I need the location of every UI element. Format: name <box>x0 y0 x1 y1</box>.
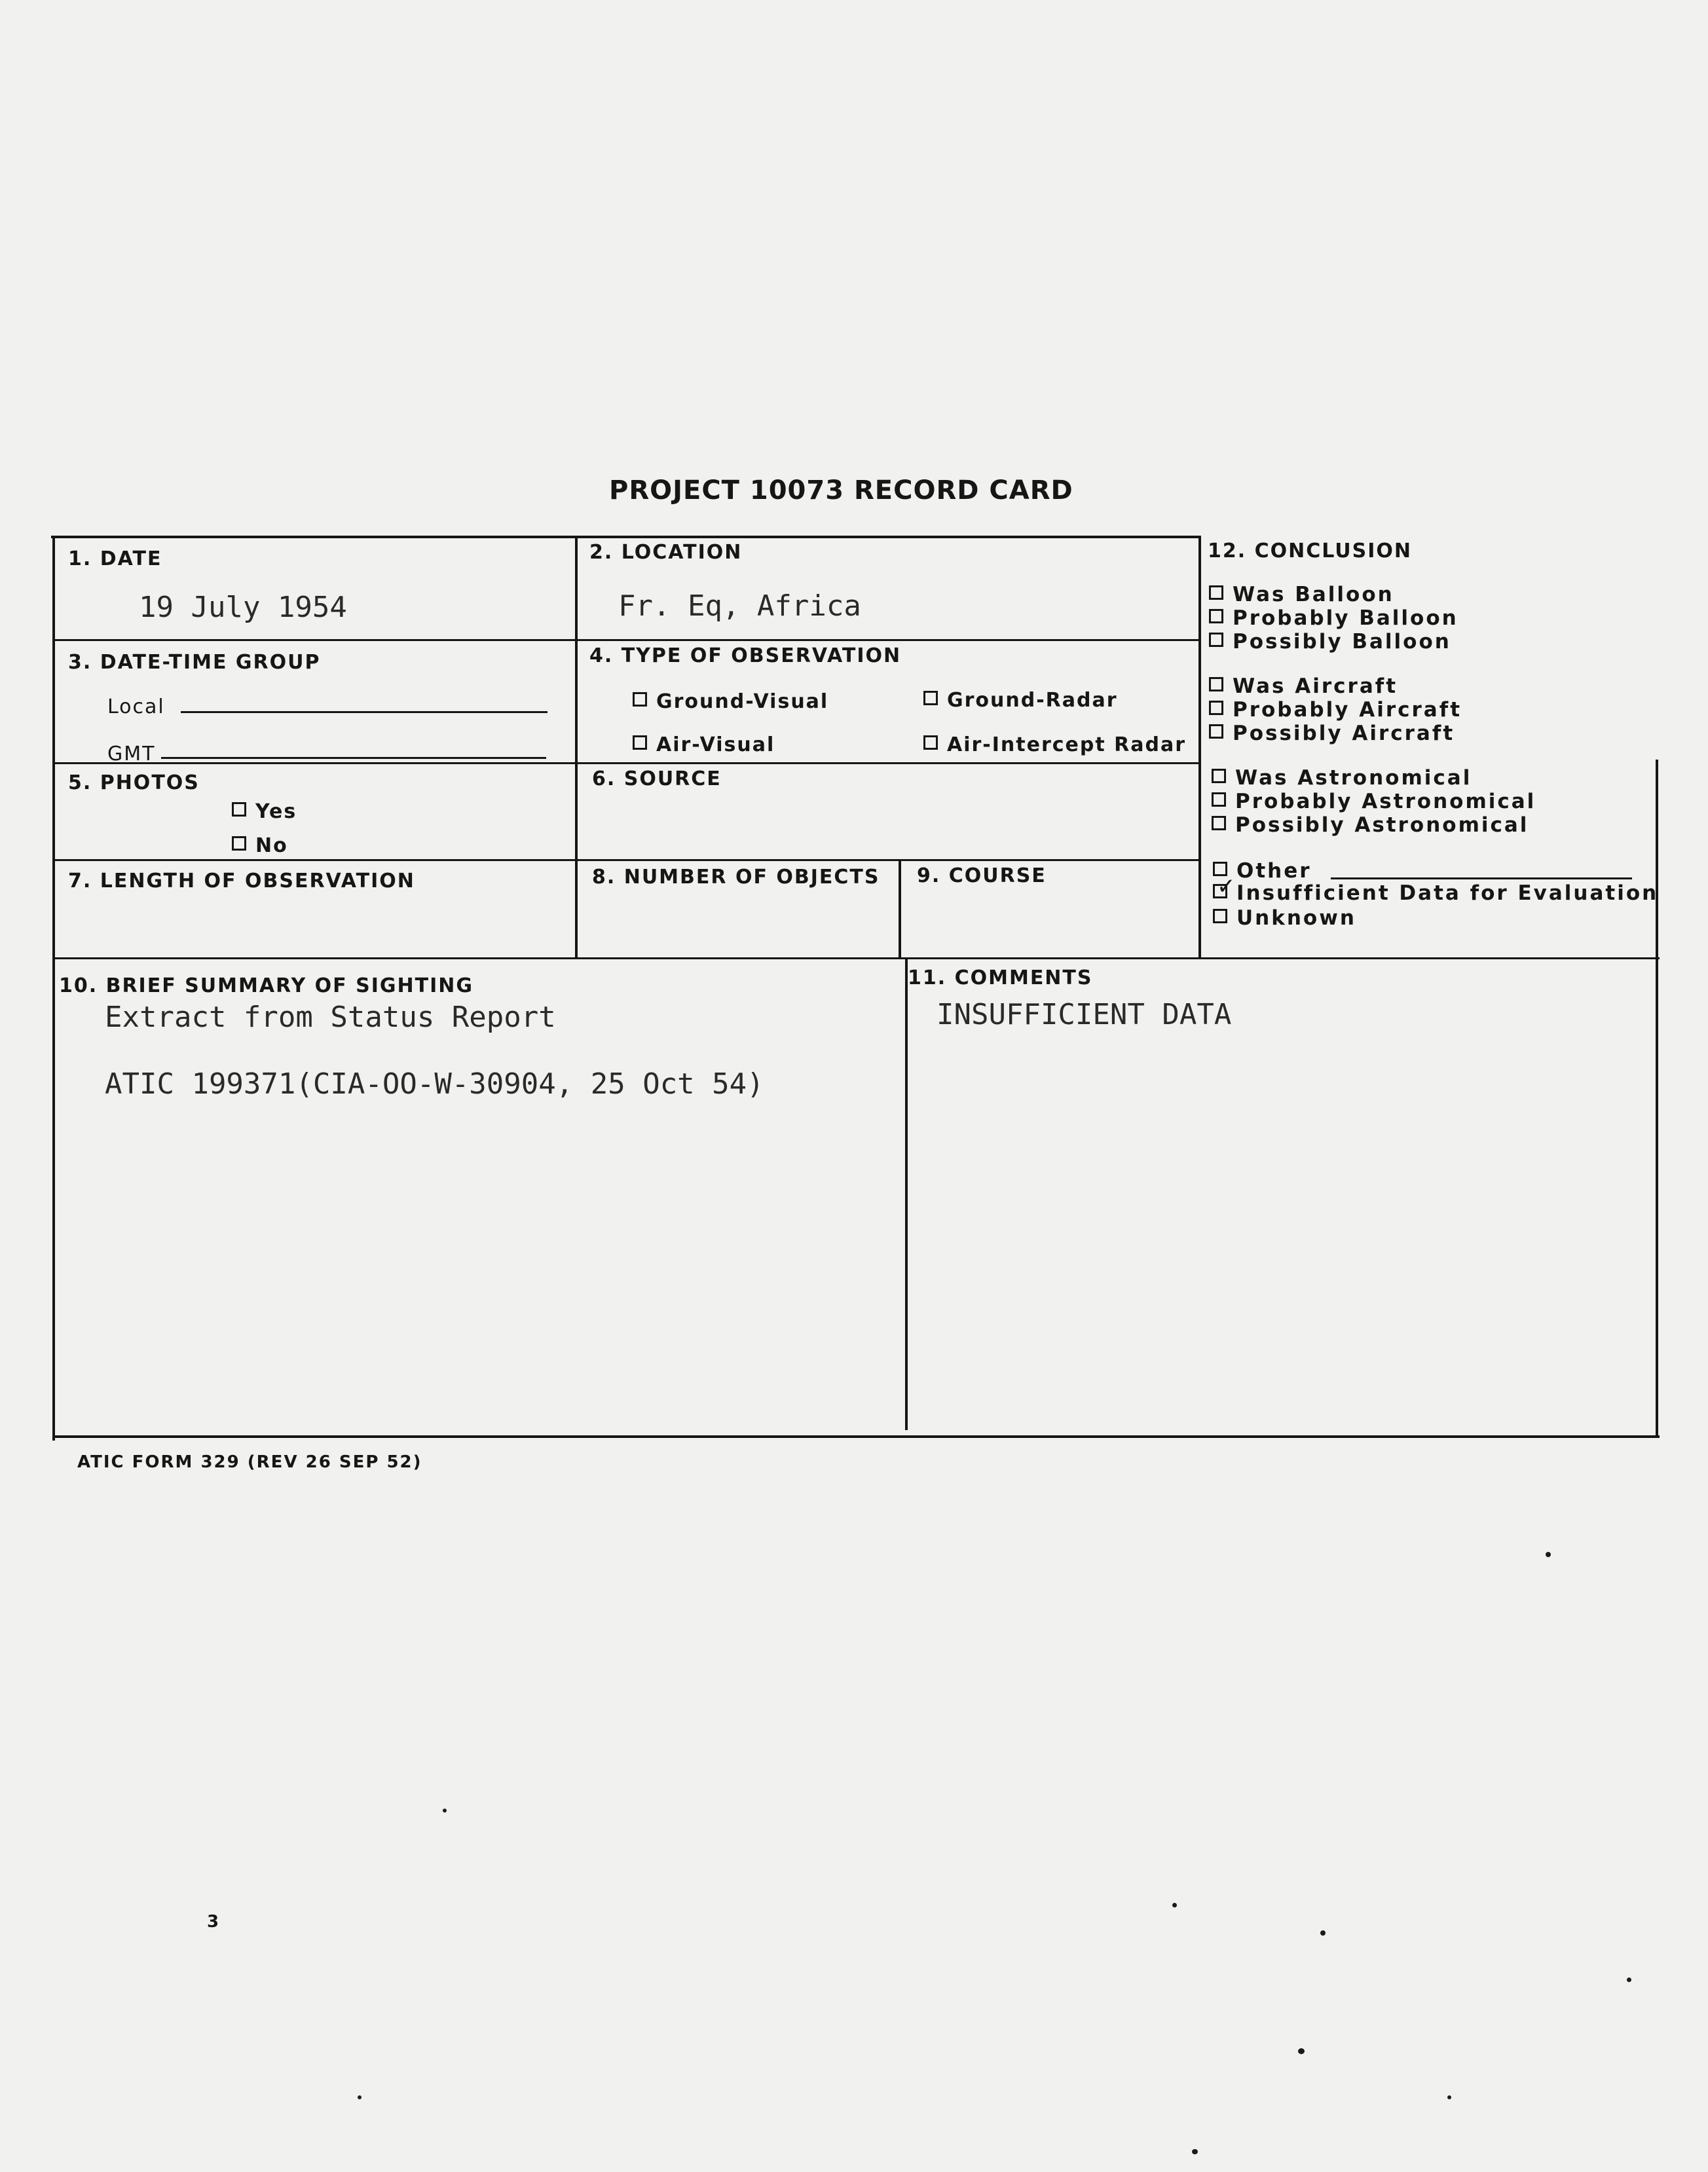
comments-label: 11. COMMENTS <box>908 966 1093 989</box>
local-label: Local <box>107 695 165 718</box>
option-label: Possibly Balloon <box>1233 630 1451 653</box>
option-label: Ground-Radar <box>947 689 1118 712</box>
conclusion-label: 12. CONCLUSION <box>1208 540 1413 562</box>
checkbox-icon <box>633 692 647 707</box>
conclusion-option-probably-aircraft[interactable] <box>1209 698 1462 722</box>
number-of-objects-label: 8. NUMBER OF OBJECTS <box>592 866 880 889</box>
brief-summary-label: 10. BRIEF SUMMARY OF SIGHTING <box>59 974 473 997</box>
card-border-top <box>51 536 1198 538</box>
check-mark-icon: ✓ <box>1217 874 1236 900</box>
option-label: Was Aircraft <box>1233 674 1398 698</box>
divider <box>905 957 908 1430</box>
checkbox-icon <box>923 691 938 705</box>
checkbox-icon <box>1209 633 1223 647</box>
conclusion-option-probably-balloon[interactable] <box>1209 606 1458 630</box>
option-label: Possibly Aircraft <box>1233 722 1455 745</box>
card-title: PROJECT 10073 RECORD CARD <box>609 475 1073 506</box>
observation-option-air-intercept-radar[interactable] <box>923 733 1186 756</box>
type-of-observation-label: 4. TYPE OF OBSERVATION <box>589 644 902 667</box>
conclusion-option-was-aircraft[interactable] <box>1209 674 1398 698</box>
conclusion-option-possibly-aircraft[interactable] <box>1209 722 1455 745</box>
conclusion-option-was-balloon[interactable] <box>1209 583 1394 606</box>
option-label: No <box>255 834 288 857</box>
divider <box>1198 536 1201 957</box>
form-number: ATIC FORM 329 (REV 26 SEP 52) <box>77 1452 422 1472</box>
brief-summary-line-2: ATIC 199371(CIA-OO-W-30904, 25 Oct 54) <box>105 1067 764 1101</box>
brief-summary-line-1: Extract from Status Report <box>105 1001 556 1034</box>
gmt-field-line <box>161 757 546 759</box>
checkbox-icon <box>1209 609 1223 623</box>
option-label: Yes <box>255 800 297 823</box>
conclusion-option-was-astronomical[interactable] <box>1212 766 1472 790</box>
checkbox-icon <box>1212 769 1226 783</box>
checkbox-icon <box>1212 792 1226 807</box>
page-number: 3 <box>207 1912 219 1932</box>
divider <box>575 538 578 957</box>
scan-speck <box>1320 1930 1326 1936</box>
gmt-label: GMT <box>107 743 156 765</box>
checkbox-icon <box>923 735 938 750</box>
conclusion-option-unknown[interactable] <box>1213 906 1356 930</box>
conclusion-option-insufficient-data[interactable] <box>1213 881 1658 905</box>
other-field-line <box>1331 877 1632 879</box>
observation-option-ground-visual[interactable] <box>633 690 828 713</box>
checkbox-icon <box>232 836 246 851</box>
date-value: 19 July 1954 <box>139 591 347 624</box>
photos-option-no[interactable] <box>232 834 288 857</box>
course-label: 9. COURSE <box>917 864 1047 887</box>
length-of-observation-label: 7. LENGTH OF OBSERVATION <box>68 870 415 893</box>
option-label: Probably Aircraft <box>1233 698 1462 722</box>
source-label: 6. SOURCE <box>592 767 722 790</box>
option-label: Probably Astronomical <box>1235 790 1536 813</box>
location-value: Fr. Eq, Africa <box>618 589 861 623</box>
checkbox-icon <box>1209 701 1223 715</box>
divider <box>55 639 1200 641</box>
scan-speck <box>1546 1552 1551 1557</box>
divider <box>55 762 1200 764</box>
date-time-group-label: 3. DATE-TIME GROUP <box>68 651 321 674</box>
comments-value: INSUFFICIENT DATA <box>937 998 1232 1031</box>
conclusion-option-possibly-balloon[interactable] <box>1209 630 1451 653</box>
checkbox-icon <box>232 802 246 817</box>
conclusion-option-possibly-astronomical[interactable] <box>1212 813 1529 837</box>
checkbox-icon <box>1209 585 1223 600</box>
photos-option-yes[interactable] <box>232 800 297 823</box>
option-label: Other <box>1236 859 1312 883</box>
local-field-line <box>181 711 548 713</box>
scan-speck <box>1192 2149 1198 2154</box>
option-label: Probably Balloon <box>1233 606 1458 630</box>
card-border-right <box>1656 760 1658 1438</box>
observation-option-ground-radar[interactable] <box>923 689 1118 712</box>
checkbox-icon <box>633 735 647 750</box>
conclusion-option-probably-astronomical[interactable] <box>1212 790 1536 813</box>
scan-speck <box>1298 2048 1305 2054</box>
date-label: 1. DATE <box>68 547 162 570</box>
card-border-bottom <box>55 1435 1660 1438</box>
option-label: Was Balloon <box>1233 583 1394 606</box>
card-border-left <box>52 536 55 1441</box>
photos-label: 5. PHOTOS <box>68 771 200 794</box>
option-label: Air-Visual <box>656 733 775 756</box>
checkbox-icon <box>1209 724 1223 739</box>
checkbox-icon <box>1213 909 1227 923</box>
scan-speck <box>443 1809 447 1813</box>
observation-option-air-visual[interactable] <box>633 733 775 756</box>
option-label: Was Astronomical <box>1235 766 1472 790</box>
scan-speck <box>1627 1978 1631 1982</box>
option-label: Unknown <box>1236 906 1356 930</box>
checkbox-icon <box>1212 816 1226 830</box>
scan-speck <box>1172 1903 1177 1907</box>
divider <box>55 859 1200 861</box>
scan-speck <box>358 2095 362 2099</box>
checkbox-icon <box>1209 677 1223 691</box>
divider <box>55 957 1660 959</box>
option-label: Insufficient Data for Evaluation <box>1236 881 1659 905</box>
location-label: 2. LOCATION <box>589 541 743 564</box>
option-label: Air-Intercept Radar <box>947 733 1186 756</box>
scan-speck <box>1447 2095 1451 2099</box>
option-label: Possibly Astronomical <box>1235 813 1529 837</box>
option-label: Ground-Visual <box>656 690 829 713</box>
divider <box>899 859 901 957</box>
